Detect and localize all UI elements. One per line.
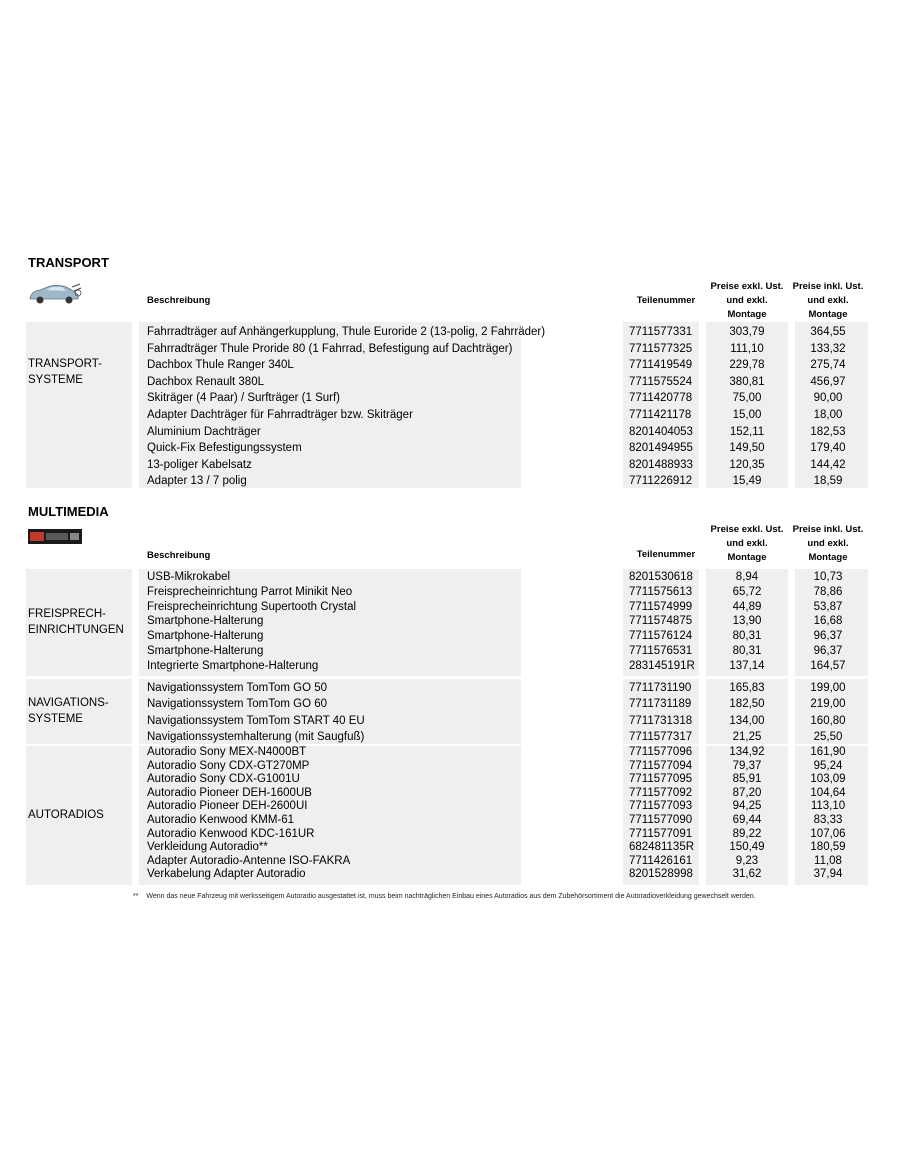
table-row [26, 787, 868, 801]
table-row [26, 868, 868, 882]
table-row [26, 407, 868, 424]
row-description: 13-poliger Kabelsatz [147, 458, 252, 471]
row-price-excl: 8,94 [735, 571, 759, 583]
row-price-incl: 16,68 [813, 615, 843, 628]
row-description: Smartphone-Halterung [147, 615, 264, 628]
row-price-excl: 69,44 [732, 813, 762, 826]
table-row [26, 713, 868, 729]
row-description: Navigationssystemhalterung (mit Saugfuß) [147, 731, 365, 744]
row-price-incl: 90,00 [813, 392, 843, 405]
table-row [26, 357, 868, 374]
table-row [26, 760, 868, 774]
row-part-number: 682481135R [629, 841, 695, 854]
row-part-number: 7711574875 [629, 615, 693, 628]
row-description: Navigationssystem TomTom START 40 EU [147, 714, 365, 727]
row-description: Autoradio Pioneer DEH-2600UI [147, 800, 308, 813]
row-description: Quick-Fix Befestigungssystem [147, 442, 302, 455]
row-part-number: 7711577090 [629, 813, 693, 826]
row-description: Autoradio Pioneer DEH-1600UB [147, 786, 312, 799]
row-price-incl: 364,55 [810, 326, 846, 338]
row-part-number: 7711575613 [629, 585, 693, 598]
row-price-incl: 96,37 [813, 630, 843, 643]
row-price-incl: 179,40 [810, 442, 846, 455]
row-price-incl: 78,86 [813, 585, 843, 598]
row-price-incl: 18,00 [813, 408, 843, 421]
row-price-excl: 303,79 [729, 326, 765, 338]
table-row [26, 440, 868, 457]
row-price-incl: 107,06 [810, 827, 846, 840]
row-part-number: 7711577094 [629, 759, 693, 772]
row-description: Autoradio Sony CDX-GT270MP [147, 759, 310, 772]
table-row [26, 855, 868, 869]
row-price-incl: 18,59 [813, 475, 843, 488]
table-row [26, 659, 868, 674]
row-price-incl: 53,87 [813, 600, 843, 613]
row-price-incl: 25,50 [813, 731, 843, 744]
table-row [26, 828, 868, 842]
table-row [26, 773, 868, 787]
section-title-transport: TRANSPORT [28, 255, 109, 270]
row-price-incl: 182,53 [810, 425, 846, 438]
row-part-number: 7711577317 [629, 731, 693, 744]
row-part-number: 7711731318 [629, 714, 693, 727]
row-description: Integrierte Smartphone-Halterung [147, 659, 319, 672]
row-description: Verkleidung Autoradio** [147, 841, 268, 854]
row-description: Smartphone-Halterung [147, 630, 264, 643]
table-row [26, 374, 868, 391]
row-price-excl: 149,50 [729, 442, 765, 455]
table-row [26, 570, 868, 585]
row-description: Autoradio Kenwood KMM-61 [147, 813, 295, 826]
row-price-excl: 134,92 [729, 746, 765, 758]
column-header-part-number: Teilenummer [636, 295, 696, 306]
transport-group-systems [26, 322, 868, 488]
row-price-incl: 96,37 [813, 644, 843, 657]
row-description: Fahrradträger Thule Proride 80 (1 Fahrrad, Befestigung auf Dachträger) [147, 342, 513, 355]
row-price-excl: 75,00 [732, 392, 762, 405]
category-label: TRANSPORT- SYSTEME [28, 358, 102, 386]
row-price-excl: 21,25 [732, 731, 762, 744]
row-price-excl: 182,50 [729, 698, 765, 711]
footnote-marker: ** [133, 893, 139, 900]
row-description: Freisprecheinrichtung Parrot Minikit Neo [147, 585, 353, 598]
table-row [26, 390, 868, 407]
row-price-incl: 10,73 [813, 571, 843, 583]
table-row [26, 424, 868, 441]
table-row [26, 729, 868, 745]
category-label: AUTORADIOS [28, 809, 104, 821]
row-price-excl: 87,20 [732, 786, 762, 799]
row-price-excl: 15,00 [732, 408, 762, 421]
row-part-number: 7711577095 [629, 773, 693, 786]
category-label: NAVIGATIONS- SYSTEME [28, 697, 109, 725]
row-description: Autoradio Sony MEX-N4000BT [147, 746, 307, 758]
row-price-incl: 37,94 [813, 868, 843, 881]
car-with-bike-rack-image [28, 281, 82, 310]
row-price-incl: 144,42 [810, 458, 846, 471]
table-row [26, 746, 868, 760]
table-row [26, 600, 868, 615]
row-part-number: 7711421178 [629, 408, 692, 421]
column-header-price-excl: Preise exkl. Ust. und exkl. Montage [710, 281, 784, 320]
category-label: FREISPRECH- EINRICHTUNGEN [28, 608, 124, 636]
footnote-text: Wenn das neue Fahrzeug mit werksseitigem Autoradio ausgestattet ist, muss beim nachträglichen Einbau eines Autoradios aus dem Zubehörsortiment die Autoradioverkleidung gewechselt werden. [146, 893, 756, 900]
row-price-excl: 152,11 [729, 425, 765, 438]
row-price-incl: 180,59 [810, 841, 846, 854]
row-part-number: 7711731189 [629, 698, 692, 711]
row-part-number: 8201528998 [629, 868, 693, 881]
row-description: Fahrradträger auf Anhängerkupplung, Thule Euroride 2 (13-polig, 2 Fahrräder) [147, 326, 546, 338]
row-price-incl: 11,08 [814, 854, 842, 867]
row-description: Dachbox Renault 380L [147, 375, 264, 388]
row-part-number: 7711226912 [629, 475, 693, 488]
table-row [26, 680, 868, 696]
column-header-price-incl-mm: Preise inkl. Ust. und exkl. Montage [792, 524, 864, 563]
table-row [26, 800, 868, 814]
table-row [26, 629, 868, 644]
table-row [26, 614, 868, 629]
row-part-number: 7711731190 [629, 682, 692, 694]
row-price-excl: 150,49 [729, 841, 765, 854]
table-row [26, 585, 868, 600]
row-part-number: 7711577096 [629, 746, 693, 758]
row-description: Skiträger (4 Paar) / Surfträger (1 Surf) [147, 392, 341, 405]
row-description: Aluminium Dachträger [147, 425, 261, 438]
column-header-description: Beschreibung [147, 295, 211, 306]
row-part-number: 7711577093 [629, 800, 693, 813]
row-part-number: 7711426161 [629, 854, 693, 867]
column-header-price-excl-mm: Preise exkl. Ust. und exkl. Montage [710, 524, 784, 563]
row-price-excl: 137,14 [729, 659, 765, 672]
column-header-description-mm: Beschreibung [147, 550, 211, 561]
row-description: Adapter Dachträger für Fahrradträger bzw. Skiträger [147, 408, 413, 421]
table-row [26, 841, 868, 855]
row-price-incl: 133,32 [810, 342, 846, 355]
row-price-incl: 113,10 [810, 800, 846, 813]
row-part-number: 7711577091 [629, 827, 693, 840]
row-price-incl: 456,97 [810, 375, 846, 388]
table-row [26, 644, 868, 659]
row-part-number: 7711576531 [629, 644, 693, 657]
row-part-number: 7711577331 [629, 326, 693, 338]
row-price-excl: 111,10 [730, 342, 764, 355]
row-price-incl: 199,00 [810, 682, 846, 694]
row-price-incl: 95,24 [813, 759, 843, 772]
row-price-excl: 44,89 [732, 600, 762, 613]
row-part-number: 7711577325 [629, 342, 693, 355]
row-part-number: 7711575524 [629, 375, 693, 388]
row-description: Autoradio Kenwood KDC-161UR [147, 827, 315, 840]
row-price-excl: 80,31 [732, 644, 762, 657]
row-price-excl: 31,62 [732, 868, 762, 881]
car-radio-image [28, 529, 82, 549]
row-price-excl: 120,35 [729, 458, 765, 471]
row-description: Freisprecheinrichtung Supertooth Crystal [147, 600, 357, 613]
row-part-number: 7711419549 [629, 359, 693, 372]
row-price-incl: 160,80 [810, 714, 846, 727]
row-description: Smartphone-Halterung [147, 644, 264, 657]
multimedia-group-handsfree [26, 569, 868, 676]
row-price-excl: 79,37 [732, 759, 762, 772]
row-price-incl: 275,74 [810, 359, 846, 372]
row-part-number: 7711574999 [629, 600, 693, 613]
row-description: Autoradio Sony CDX-G1001U [147, 773, 300, 786]
row-part-number: 8201494955 [629, 442, 693, 455]
table-row [26, 341, 868, 358]
row-description: Navigationssystem TomTom GO 50 [147, 682, 328, 694]
row-part-number: 283145191R [629, 659, 695, 672]
section-title-multimedia: MULTIMEDIA [28, 504, 109, 519]
row-price-excl: 380,81 [729, 375, 765, 388]
row-price-excl: 15,49 [732, 475, 762, 488]
row-price-incl: 83,33 [813, 813, 843, 826]
row-price-excl: 65,72 [732, 585, 762, 598]
row-price-excl: 229,78 [729, 359, 765, 372]
row-price-incl: 219,00 [810, 698, 846, 711]
row-price-excl: 165,83 [729, 682, 765, 694]
column-header-part-number-mm: Teilenummer [636, 549, 696, 560]
row-price-excl: 94,25 [732, 800, 762, 813]
row-part-number: 7711576124 [629, 630, 693, 643]
row-part-number: 8201404053 [629, 425, 693, 438]
table-row [26, 814, 868, 828]
row-price-incl: 104,64 [810, 786, 846, 799]
footnote [133, 893, 756, 900]
table-row [26, 473, 868, 490]
row-price-excl: 85,91 [732, 773, 762, 786]
row-part-number: 8201488933 [629, 458, 693, 471]
multimedia-group-car-radios [26, 746, 868, 885]
row-price-incl: 164,57 [810, 659, 846, 672]
row-part-number: 7711420778 [629, 392, 693, 405]
table-row [26, 457, 868, 474]
row-price-excl: 89,22 [732, 827, 762, 840]
row-part-number: 7711577092 [629, 786, 693, 799]
row-price-excl: 80,31 [732, 630, 762, 643]
row-description: USB-Mikrokabel [147, 571, 231, 583]
row-part-number: 8201530618 [629, 571, 693, 583]
row-price-incl: 103,09 [810, 773, 846, 786]
row-description: Verkabelung Adapter Autoradio [147, 868, 306, 881]
row-price-incl: 161,90 [810, 746, 846, 758]
row-description: Adapter 13 / 7 polig [147, 475, 247, 488]
row-description: Adapter Autoradio-Antenne ISO-FAKRA [147, 854, 351, 867]
table-row [26, 324, 868, 341]
row-price-excl: 134,00 [729, 714, 765, 727]
row-price-excl: 13,90 [732, 615, 762, 628]
row-price-excl: 9,23 [735, 854, 759, 867]
multimedia-group-navigation [26, 679, 868, 744]
column-header-price-incl: Preise inkl. Ust. und exkl. Montage [792, 281, 864, 320]
table-row [26, 696, 868, 712]
row-description: Dachbox Thule Ranger 340L [147, 359, 294, 372]
row-description: Navigationssystem TomTom GO 60 [147, 698, 328, 711]
